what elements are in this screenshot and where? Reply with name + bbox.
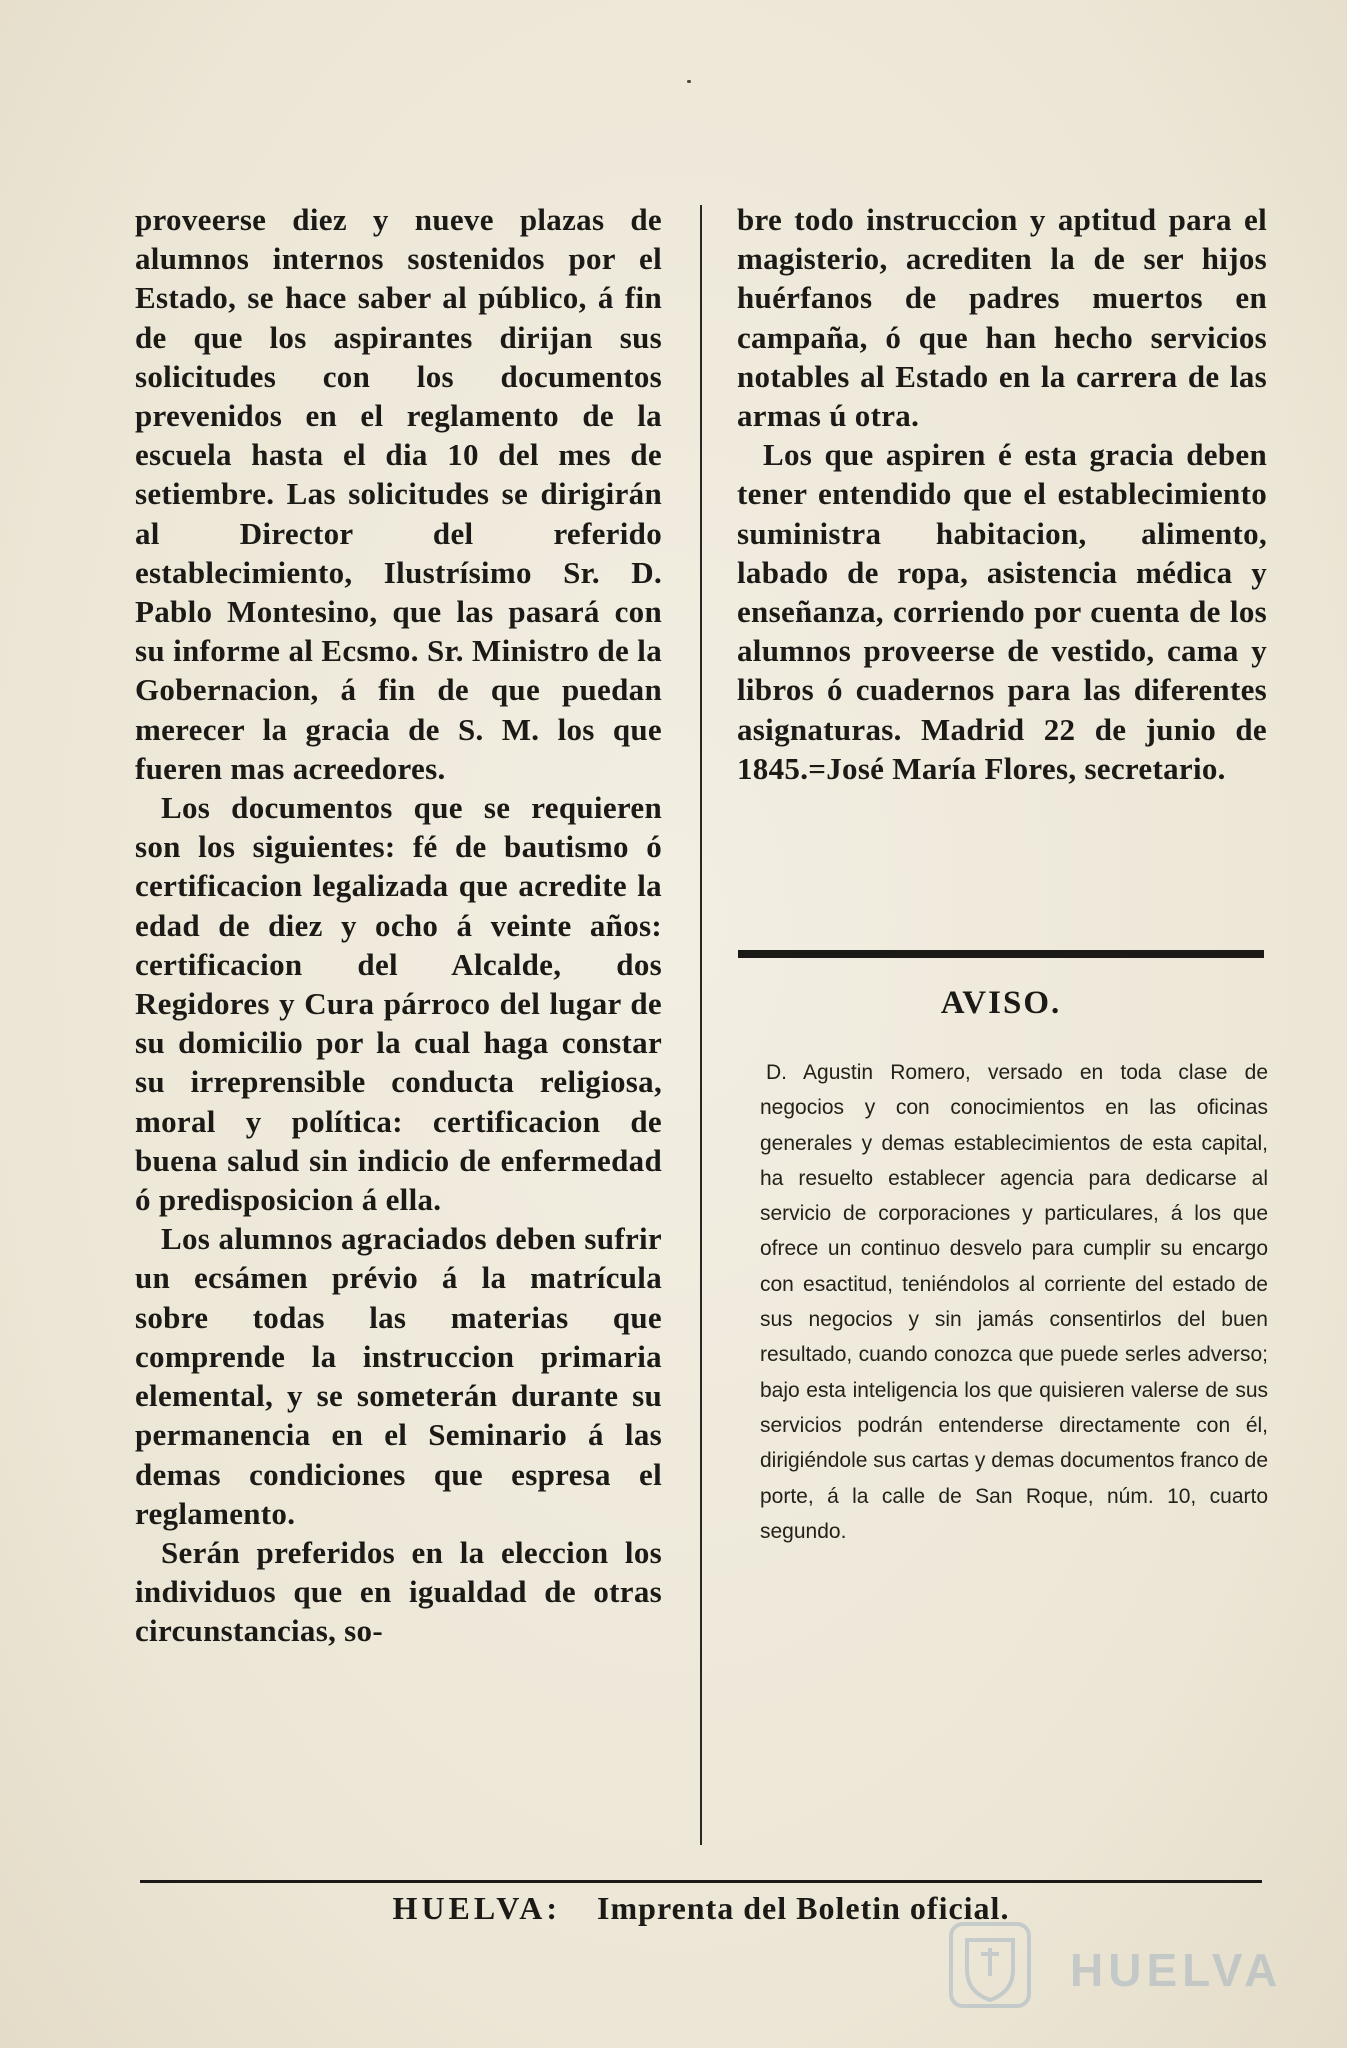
aviso-paragraph: D. Agustin Romero, versado en toda clase de negocios y con conocimientos en las oficinas generales y demas establecimientos de esta capital, ha resuelto establecer agencia para dedicarse al servicio de corporaciones y particulares, á los que ofrece un continuo desvelo para cumplir su encargo con esactitud, teniéndolos al corriente del estado de sus negocios y sin jamás consentirlos del buen resultado, cuando conozca que puede serles adverso; bajo esta inteligencia los que quisieren valerse de sus servicios podrán entenderse directamente con él, dirigiéndole sus cartas y demas documentos franco de porte, á la calle de San Roque, núm. 10, cuarto segundo.: [760, 1061, 1268, 1543]
right-paragraph-2: Los que aspiren é esta gracia deben tener entendido que el establecimiento suministra habitacion, alimento, labado de ropa, asistencia médica y enseñanza, corriendo por cuenta de los alumnos proveerse de vestido, cama y libros ó cuadernos para las diferentes asignaturas. Madrid 22 de junio de 1845.=José María Flores, secretario.: [737, 437, 1267, 786]
right-column: [737, 200, 1267, 788]
left-paragraph-3: Los alumnos agraciados deben sufrir un ecsámen prévio á la matrícula sobre todas las materias que comprende la instruccion primaria elemental, y se someterán durante su permanencia en el Seminario á las demas condiciones que espresa el reglamento.: [135, 1221, 662, 1531]
left-paragraph-4: Serán preferidos en la eleccion los individuos que en igualdad de otras circunstancias, so-: [135, 1534, 662, 1649]
watermark-text: HUELVA: [1070, 1944, 1283, 1996]
ink-speck: [687, 80, 691, 83]
left-paragraph-1: proveerse diez y nueve plazas de alumnos internos sostenidos por el Estado, se hace saber al público, á fin de que los aspirantes dirijan sus solicitudes con los documentos prevenidos en el reglamento de la escuela hasta el dia 10 del mes de setiembre. Las solicitudes se dirigirán al Director del referido establecimiento, Ilustrísimo Sr. D. Pablo Montesino, que las pasará con su informe al Ecsmo. Sr. Ministro de la Gobernacion, á fin de que puedan merecer la gracia de S. M. los que fueren mas acreedores.: [135, 202, 662, 786]
footer-city: HUELVA:: [392, 1890, 562, 1926]
footer-rule: [140, 1880, 1262, 1883]
library-watermark: [945, 1915, 1283, 2015]
column-divider: [700, 205, 702, 1845]
section-rule: [738, 950, 1264, 958]
footer-printer: Imprenta del Boletin oficial.: [597, 1890, 1010, 1926]
right-paragraph-1: bre todo instruccion y aptitud para el magisterio, acrediten la de ser hijos huérfanos de padres muertos en campaña, ó que han hecho servicios notables al Estado en la carrera de las armas ú otra.: [737, 202, 1267, 434]
left-paragraph-2: Los documentos que se requieren son los siguientes: fé de bautismo ó certificacion legalizada que acredite la edad de diez y ocho á veinte años: certificacion del Alcalde, dos Regidores y Cura párroco del lugar de su domicilio por la cual haga constar su irreprensible conducta religiosa, moral y política: certificacion de buena salud sin indicio de enfermedad ó predisposicion á ella.: [135, 790, 662, 1218]
aviso-heading: AVISO.: [940, 985, 1062, 1021]
coat-of-arms-icon: [945, 1920, 1035, 2010]
left-column: [135, 200, 662, 1651]
aviso-notice: [760, 1055, 1268, 1549]
